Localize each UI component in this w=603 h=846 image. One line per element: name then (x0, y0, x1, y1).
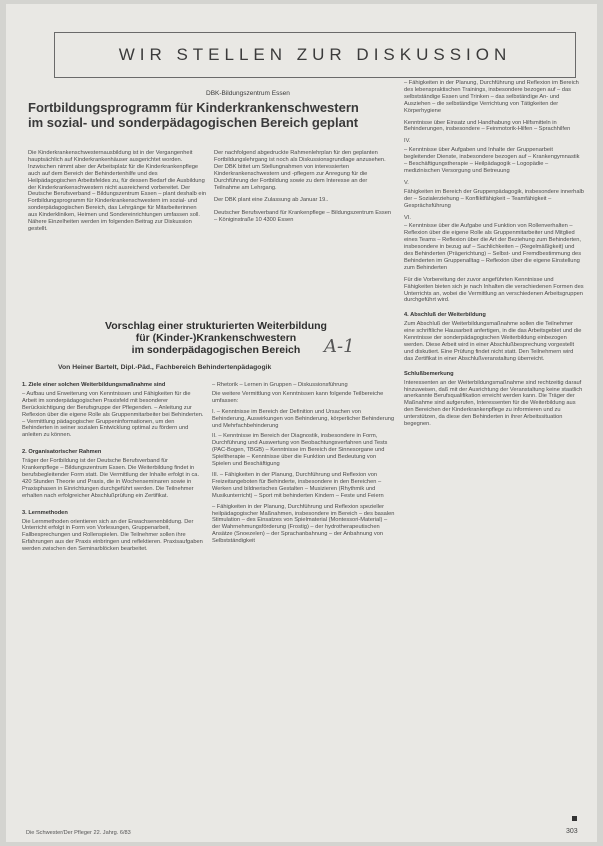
section2-title: 2. Organisatorischer Rahmen (22, 449, 102, 456)
article1-title-line2: im sozial- und sonderpädagogischen Bereich geplant (28, 115, 359, 130)
article2-author: Von Heiner Bartelt, Dipl.-Päd., Fachbereich Behindertenpädagogik (58, 364, 272, 371)
article1-left-text: Die Kinderkrankenschwesternausbildung ist in der Vergangenheit hauptsächlich auf Kinderkrankenhäuser ausgerichtet worden. Inzwischen nimmt aber der Arbeitsplatz für die Kinderkrankenpflege auch auf dem Bereich der Behindertenhilfe und des Heilpädagogischen Arbeitsfeldes zu, für dessen Bedarf die Ausbildung der Kinderkrankenschwestern nicht ausreichend vorbereitet. Der Deutsche Berufsverband – Bildungszentrum Essen – plant deshalb ein Fortbildungsprogramm für Kinderkrankenschwestern im sozial- und sonderpädagogischen Bereich, das Lehrgänge für Mitarbeiterinnen aus Kinderkliniken, Heimen und Sondereinrichtungen umfassen soll. Nähere Einzelheiten werden im folgenden Beitrag zur Diskussion gestellt. (28, 150, 206, 232)
article1-column-left (28, 150, 206, 312)
right-top-text: – Fähigkeiten in der Planung, Durchführung und Reflexion im Bereich des lebenspraktischen Trainings, insbesondere bezogen auf – das selbstständige Essen und Trinken – das selbständige An- und Ausziehen – die selbständige Verrichtung von Tätigkeiten der Körperhygiene (404, 80, 579, 114)
article2-column-mid (212, 382, 396, 822)
article1-mid-text-2: Der DBK plant eine Zulassung ab Januar 19.. (214, 197, 329, 204)
section1-title: 1. Ziele einer solchen Weiterbildungsmaßnahme sind (22, 382, 166, 388)
section-banner: WIR STELLEN ZUR DISKUSSION (54, 32, 576, 78)
mid-section-II: II. – Kenntnisse im Bereich der Diagnostik, insbesondere in Form, Durchführung und Auswertung von Beobachtungsverfahren und Tests (PAC-Bogen, TBGB) – Kenntnisse im Bereich der Sinnesorgane und Spieltherapie – Kenntnisse über die Funktion und Bedeutung von Spielen und Beschäftigung (212, 433, 388, 468)
article2-title-line1: Vorschlag einer strukturierten Weiterbildung (105, 320, 327, 332)
article1-mid-address: Deutscher Berufsverband für Krankenpflege – Bildungszentrum Essen – Königinstraße 10 4300 Essen (214, 210, 392, 224)
right-preparation-text: Für die Vorbereitung der zuvor angeführten Kenntnisse und Fähigkeiten bieten sich je nach Inhalten die verschiedenen Formen des Unterrichts an, wobei die Vermittlung an verschiedenen Arbeitsgruppen durchgeführt wird. (404, 276, 584, 304)
section1-text: – Aufbau und Erweiterung von Kenntnissen und Fähigkeiten für die Arbeit im sonderpädagogischen Praxisfeld mit besonderer Berücksichtigung der Berufsgruppe der Pflegenden. – Anleitung zur Reflexion über die eigene Rolle als Gruppenmitarbeiter bei Behinderten. – Vermittlung pädagogischer Gruppeninformationen, um den Behinderten in seiner sozialen Entwicklung optimal zu fördern und anleiten zu können. (22, 390, 204, 439)
article2-title-line3: im sonderpädagogischen Bereich (131, 344, 301, 356)
handwritten-note: A-1 (324, 336, 355, 357)
section3-text: Die Lernmethoden orientieren sich an der Erwachsenenbildung. Der Unterricht erfolgt in Form von Vorlesungen, Gruppenarbeit, Fallbesprechungen und Rollenspielen. Die Teilnehmer sollen ihre Erfahrungen aus der Praxis einbringen und reflektieren. Praxisaufgaben werden zwischen den Seminarblöcken bearbeitet. (22, 518, 203, 553)
right-section-VI-text: – Kenntnisse über die Aufgabe und Funktion von Rollenverhalten – Reflexion über die eigene Rolle als Gruppenmitarbeiter und Mitglied eines Teams – Reflexion über die Art der Beziehung zum Behinderten, insbesondere in bezug auf – Sachlichkeiten – (Regelmäßigkeit) und des Behinderten (Prägerichtung) – Selbst- und Fremdbestimmung des Behinderten im Gruppenalltag – Reflexion über die eigene Einstellung zum Behinderten (404, 223, 582, 271)
right-knowledge-text: Kenntnisse über Einsatz und Handhabung von Hilfsmitteln in Behinderungen, insbesondere – Feinmotorik-Hilfen – Sprachhilfen (404, 119, 571, 133)
page-number: 303 (566, 828, 578, 835)
page-footer: Die Schwester/Der Pfleger 22. Jahrg. 6/83 (26, 830, 131, 836)
article1-column-mid (214, 150, 392, 300)
article1-kicker: DBK-Bildungszentrum Essen (206, 90, 290, 97)
section3-title: 3. Lernmethoden (22, 509, 68, 516)
right-section-VI-label: VI. (404, 214, 411, 221)
section4-title: 4. Abschluß der Weiterbildung (404, 312, 486, 319)
mid-section-IV: – Fähigkeiten in der Planung, Durchführung und Reflexion spezieller heilpädagogischer Maßnahmen, insbesondere im Bereich – des basalen Stimulation – des Einsatzes von Spielmaterial (Montessori-Material) – der Wahrnehmungsförderung (Frostig) – der hydrotherapeutischen Ansätze (Snoezelen) – der Sprachanbahnung – der Anbahnung von Selbstständigkeit (212, 503, 395, 545)
closing-text: Interessenten an der Weiterbildungsmaßnahme sind rechtzeitig darauf hinzuweisen, daß mit der Ausrichtung der Veranstaltung keine staatlich anerkannte Berufsqualifikation erreicht werden kann. Die Träger der Maßnahme sind aufgerufen, Interessenten für die Weiterbildung aus den Bereichen der Kinderkrankenpflege zu informieren und zu unterstützen, da diese den Behinderten in ihrer Arbeitssituation begegnen. (404, 379, 583, 428)
magazine-page (6, 4, 597, 842)
article2-column-right (404, 80, 584, 822)
article1-mid-text-1: Der nachfolgend abgedruckte Rahmenlehrplan für den geplanten Fortbildungslehrgang ist noch als Diskussionsgrundlage anzusehen. Der DBK bittet um Stellungnahmen von interessierten Kinderkrankenschwestern und -pflegern zur Anregung für die Durchführung der Fortbildung sowie zu dem Interesse an der Teilnahme am Lehrgang. (214, 150, 386, 191)
section2-text: Träger der Fortbildung ist der Deutsche Berufsverband für Krankenpflege – Bildungszentrum Essen. Die Weiterbildung findet in berufsbegleitender Form statt. Die Vermittlung der Inhalte erfolgt in ca. 420 Stunden Theorie und Praxis, die in Wochenseminaren sowie in Praxisphasen in Einrichtungen durchgeführt werden. Die Teilnehmer erhalten nach erfolgreicher Abschlußprüfung ein Zertifikat. (22, 458, 200, 499)
right-section-V-label: V. (404, 179, 409, 186)
mid-list: – Rhetorik – Lernen in Gruppen – Diskussionsführung (212, 382, 348, 388)
right-section-IV-label: IV. (404, 138, 411, 145)
mid-intro: Die weitere Vermittlung von Kenntnissen kann folgende Teilbereiche umfassen: (212, 390, 384, 404)
article2-title-line2: für (Kinder-)Krankenschwestern (135, 332, 297, 344)
end-mark-square (572, 816, 577, 821)
right-section-V-text: Fähigkeiten im Bereich der Gruppenpädagogik, insbesondere innerhalb der – Sozialerziehung – Konfliktfähigkeit – Teamfähigkeit – Gesprächsführung (404, 188, 584, 209)
mid-section-III: III. – Fähigkeiten in der Planung, Durchführung und Reflexion von Freizeitangeboten für Behinderte, insbesondere in den Bereichen – Werken und bildnerisches Gestalten – Musizieren (Rhythmik und Musikunterricht) – Sport mit behinderten Kindern – Feste und Feiern (212, 471, 384, 499)
article2-column-left (22, 382, 204, 822)
article1-title-line1: Fortbildungsprogramm für Kinderkrankenschwestern (28, 100, 359, 115)
section4-text: Zum Abschluß der Weiterbildungsmaßnahme sollen die Teilnehmer eine schriftliche Hausarbeit anfertigen, in die das Arbeitsgebiet und die Kenntnisse der sonderpädagogischen Weiterbildung einbezogen werden. Diese Arbeit wird in einer Abschlußbesprechung vorgestellt und diskutiert. Eine Prüfung findet nicht statt. Den Teilnehmern wird das Zertifikat in einer Abschlußveranstaltung überreicht. (404, 321, 582, 362)
right-section-IV-text: – Kenntnisse über Aufgaben und Inhalte der Gruppenarbeit begleitender Dienste, insbesondere bezogen auf – Krankengymnastik – Beschäftigungstherapie – Heilpädagogik – Logopädie – medizinischen Versorgung und Betreuung (404, 147, 580, 174)
mid-section-I: I. – Kenntnisse im Bereich der Definition und Ursachen von Behinderung, Auswirkungen von Behinderung, körperlicher Behinderung und Mehrfachbehinderung (212, 408, 395, 429)
closing-title: Schlußbemerkung (404, 370, 454, 377)
